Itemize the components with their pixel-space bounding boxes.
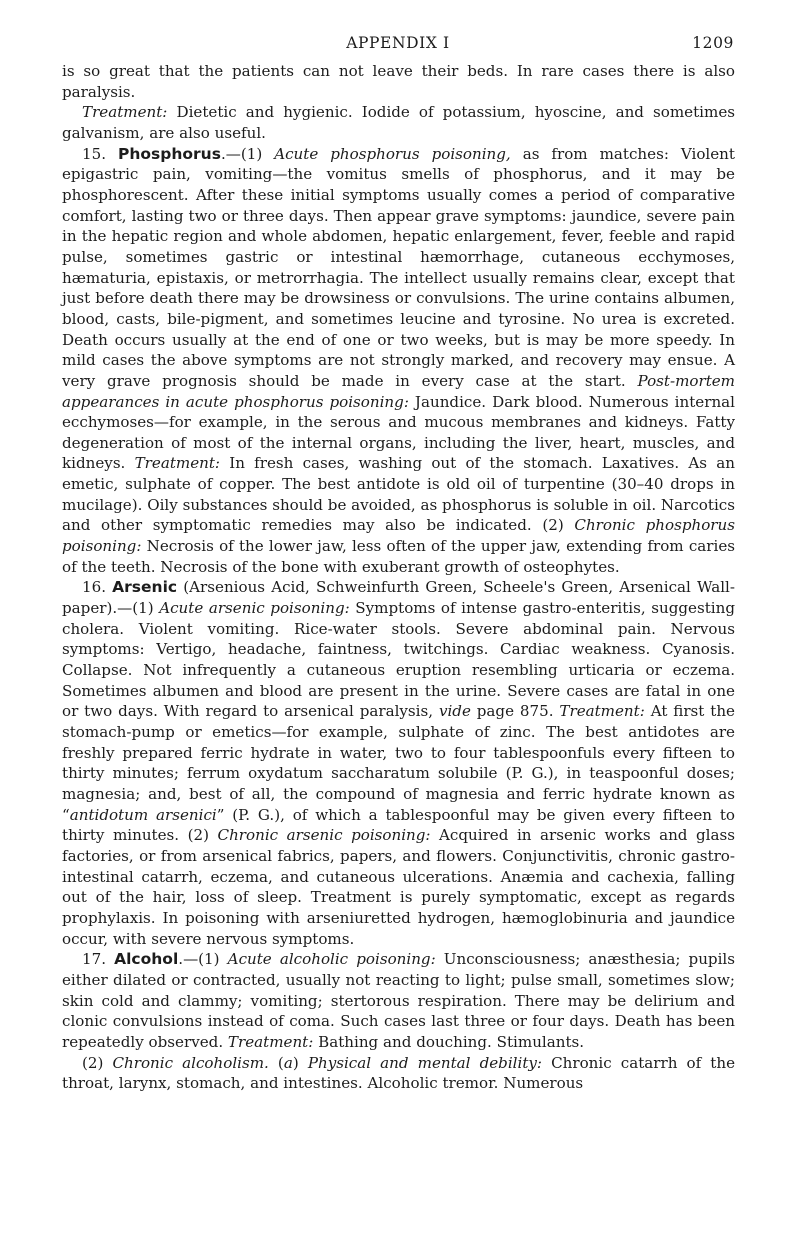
italic-run: Treatment: — [559, 702, 645, 721]
section-alcohol — [62, 949, 735, 1052]
text-run: ( — [268, 1053, 284, 1072]
italic-run: Post-mortem appearances in acute phosphorus poisoning: — [62, 371, 735, 411]
italic-run: a — [283, 1053, 293, 1072]
text-run: Acquired in arsenic works and glass factories, or from arsenical fabrics, papers, and flowers. Conjunctivitis, chronic gastro-intestinal catarrh, eczema, and cutaneous ulcerations. Anæmia and cachexia, falling out of the hair, loss of sleep. Treatment is purely symptomatic, except as regards prophylaxis. In poisoning with arseniuretted hydrogen, hæmoglobinuria and jaundice occur, with severe nervous symptoms. — [62, 826, 735, 948]
text-run: Chronic catarrh of the throat, larynx, stomach, and intestines. Alcoholic tremor. Numerous — [62, 1053, 736, 1093]
italic-run: Acute arsenic poisoning: — [159, 599, 350, 618]
text-run: page 875. — [470, 702, 560, 721]
section-heading-phosphorus: Phosphorus — [117, 144, 221, 163]
running-head — [62, 34, 734, 56]
section-phosphorus — [62, 144, 735, 578]
text-run: Dietetic and hygienic. Iodide of potassium, hyoscine, and sometimes galvanism, are also useful. — [62, 103, 735, 142]
section-heading-alcohol: Alcohol — [114, 950, 179, 969]
italic-run: Treatment: — [227, 1032, 314, 1051]
italic-run: Chronic phosphorus poisoning: — [62, 516, 735, 556]
italic-run: Chronic alcoholism. — [112, 1053, 269, 1072]
text-run: .—(1) — [178, 950, 228, 969]
text-run: (Arsenious Acid, Schweinfurth Green, Scheele's Green, Arsenical Wall-paper).—(1) — [62, 578, 735, 618]
text-run: Unconsciousness; anæsthesia; pupils either dilated or contracted, usually not reacting to light; pulse small, sometimes slow; skin cold and clammy; vomiting; stertorous respiration. There may be delirium and clonic convulsions instead of coma. Such cases last three or four days. Death has been repeatedly observed. — [62, 950, 735, 1051]
treatment-label: Treatment: — [82, 103, 168, 122]
paragraph-chronic-alcoholism — [62, 1053, 735, 1094]
text-run: ) — [292, 1053, 308, 1072]
text-run: as from matches: Violent epigastric pain, vomiting—the vomitus smells of phosphorus, and it may be phosphorescent. After these initial symptoms usually comes a period of comparative comfort, lasting two or three days. Then appear grave symptoms: jaundice, severe pain in the hepatic region and whole abdomen, hepatic enlargement, fever, feeble and rapid pulse, sometimes gastric or intestinal hæmorrhage, cutaneous ecchymoses, hæmaturia, epistaxis, or metrorrhagia. The intellect usually remains clear, except that just before death there may be drowsiness or convulsions. The urine contains albumen, blood, casts, bile-pigment, and sometimes leucine and tyrosine. No urea is excreted. Death occurs usually at the end of one or two weeks, but is may be more speedy. In mild cases the above symptoms are not strongly marked, and recovery may ensue. A very grave prognosis should be made in every case at the start. — [62, 144, 735, 390]
italic-run: Chronic arsenic poisoning: — [217, 826, 431, 845]
text-run: ” (P. G.), of which a tablespoonful may be given every fifteen to thirty minutes. (2) — [62, 805, 736, 845]
page-number: 1209 — [692, 34, 734, 52]
text-run: At first the stomach-pump or emetics—for example, sulphate of zinc. The best antidotes are freshly prepared ferric hydrate in water, two to four tablespoonfuls every fifteen to thirty minutes; ferrum oxydatum saccharatum solubile (P. G.), in teaspoonful doses; magnesia; and, best of all, the compound of magnesia and ferric hydrate known as “ — [62, 702, 735, 824]
italic-run: Acute alcoholic poisoning: — [227, 950, 436, 969]
section-arsenic — [62, 577, 735, 949]
section-number: 17. — [82, 950, 115, 969]
text-run: Jaundice. Dark blood. Numerous internal ecchymoses—for example, in the serous and mucous membranes and kidneys. Fatty degeneration of most of the internal organs, including the liver, heart, muscles, and kidneys. — [62, 392, 735, 473]
text-run: is so great that the patients can not leave their beds. In rare cases there is also paralysis. — [62, 62, 735, 101]
text-run: (2) — [82, 1053, 113, 1072]
italic-run: Treatment: — [134, 454, 221, 473]
text-run: .—(1) — [220, 144, 275, 163]
paragraph-treatment-dietetic — [62, 102, 735, 143]
italic-run: vide — [438, 702, 471, 721]
paragraph-paralysis — [62, 61, 735, 102]
running-title: APPENDIX I — [346, 34, 450, 52]
italic-run: Acute phosphorus poisoning, — [274, 144, 511, 163]
italic-run: Physical and mental debility: — [307, 1053, 543, 1072]
text-run: Bathing and douching. Stimulants. — [313, 1032, 585, 1051]
section-number: 15. — [82, 144, 118, 163]
text-run: Symptoms of intense gastro-enteritis, suggesting cholera. Violent vomiting. Rice-water stools. Severe abdominal pain. Nervous symptoms: Vertigo, headache, faintness, twitchings. Cardiac weakness. Cyanosis. Collapse. Not infrequently a cutaneous eruption resembling urticaria or eczema. Sometimes albumen and blood are present in the urine. Severe cases are fatal in one or two days. With regard to arsenical paralysis, — [62, 599, 735, 721]
section-heading-arsenic: Arsenic — [112, 578, 178, 597]
text-run: In fresh cases, washing out of the stomach. Laxatives. As an emetic, sulphate of copper. The best antidote is old oil of turpentine (30–40 drops in mucilage). Oily substances should be avoided, as phosphorus is soluble in oil. Narcotics and other symptomatic remedies may also be indicated. (2) — [62, 454, 735, 535]
text-run: Necrosis of the lower jaw, less often of the upper jaw, extending from caries of the teeth. Necrosis of the bone with exuberant growth of osteophytes. — [62, 537, 735, 576]
body-text — [62, 61, 735, 1094]
italic-run: antidotum arsenici — [69, 805, 217, 824]
section-number: 16. — [82, 578, 113, 597]
